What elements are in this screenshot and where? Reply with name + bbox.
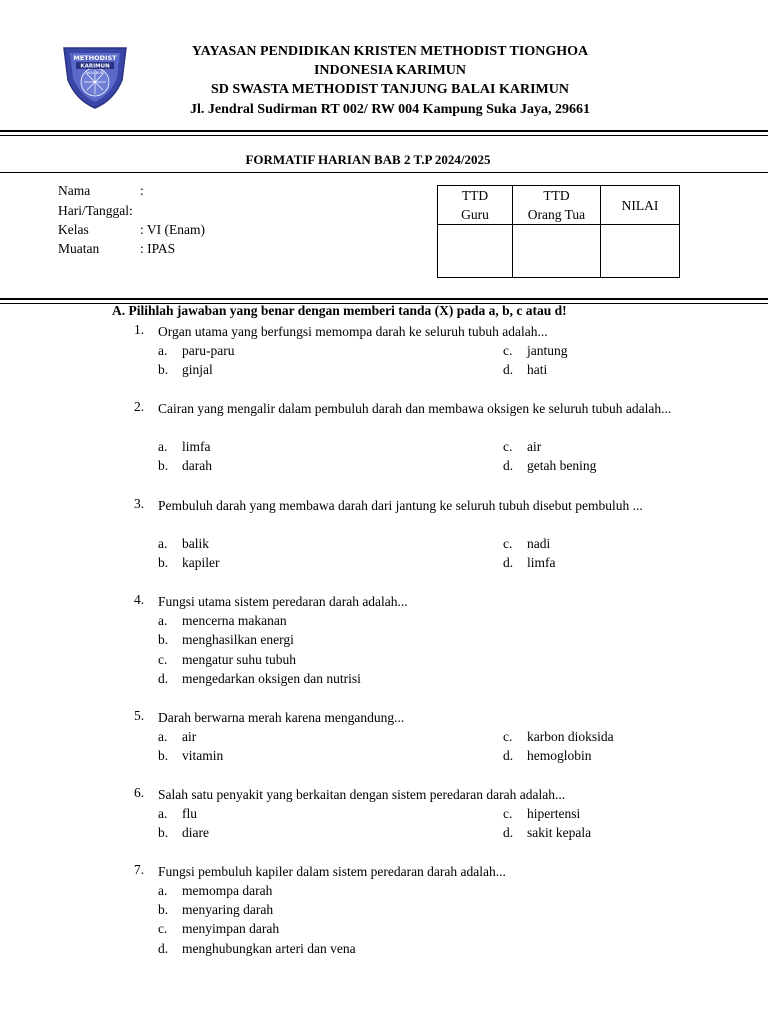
logo-text-mid: KARIMUN (80, 63, 110, 70)
question-number: 1. (134, 322, 145, 337)
option-b[interactable]: b. menghasilkan energi (158, 632, 294, 647)
identity-value-subject: : IPAS (140, 241, 176, 256)
ttd-parent-line1: TTD (543, 188, 570, 203)
option-c[interactable]: c. mengatur suhu tubuh (158, 652, 296, 667)
ttd-parent-header (513, 186, 601, 225)
identity-value-class: : VI (Enam) (140, 222, 205, 237)
ttd-parent-cell[interactable] (513, 225, 601, 278)
identity-label-class: Kelas (58, 222, 89, 237)
question-number: 4. (134, 592, 145, 607)
title-divider (0, 172, 768, 173)
option-b[interactable]: b. darah (158, 458, 212, 473)
option-c[interactable]: c. air (503, 439, 542, 454)
question-number: 6. (134, 785, 145, 800)
option-a[interactable]: a. air (158, 729, 197, 744)
header-divider (0, 130, 768, 132)
question-text: Cairan yang mengalir dalam pembuluh darah dan membawa oksigen ke seluruh tubuh adalah... (158, 401, 672, 416)
ttd-teacher-line1: TTD (461, 188, 489, 203)
header-divider-thin (0, 135, 768, 136)
identity-value-name: : (140, 183, 144, 198)
header-address: Jl. Jendral Sudirman RT 002/ RW 004 Kampung Suka Jaya, 29661 (190, 102, 590, 117)
option-b[interactable]: b. menyaring darah (158, 902, 274, 917)
option-c[interactable]: c. jantung (503, 343, 568, 358)
option-a[interactable]: a. limfa (158, 439, 211, 454)
option-d[interactable]: d. sakit kepala (503, 825, 592, 840)
question-number: 2. (134, 399, 145, 414)
option-b[interactable]: b. vitamin (158, 748, 224, 763)
option-a[interactable]: a. memompa darah (158, 883, 273, 898)
identity-label-date: Hari/Tanggal: (58, 203, 133, 218)
option-c[interactable]: c. karbon dioksida (503, 729, 614, 744)
header-foundation-name: YAYASAN PENDIDIKAN KRISTEN METHODIST TIONGHOA (191, 44, 589, 59)
option-b[interactable]: b. kapiler (158, 555, 220, 570)
header-foundation-region: INDONESIA KARIMUN (313, 63, 467, 78)
page-title: FORMATIF HARIAN BAB 2 T.P 2024/2025 (245, 152, 491, 167)
question-text: Pembuluh darah yang membawa darah dari jantung ke seluruh tubuh disebut pembuluh ... (158, 498, 643, 513)
grade-cell[interactable] (601, 225, 680, 278)
logo-text-small: AKAL BUDI (85, 71, 105, 75)
identity-divider (0, 298, 768, 300)
header-school-name: SD SWASTA METHODIST TANJUNG BALAI KARIMUN (211, 82, 569, 97)
ttd-teacher-header (438, 186, 513, 225)
identity-label-subject: Muatan (58, 241, 100, 256)
grade-header: NILAI (601, 186, 680, 225)
option-d[interactable]: d. limfa (503, 555, 556, 570)
option-d[interactable]: d. hati (503, 362, 548, 377)
option-a[interactable]: a. mencerna makanan (158, 613, 287, 628)
option-a[interactable]: a. flu (158, 806, 197, 821)
option-d[interactable]: d. menghubungkan arteri dan vena (158, 941, 356, 956)
identity-label-name: Nama (58, 183, 91, 198)
option-b[interactable]: b. diare (158, 825, 209, 840)
question-text: Fungsi utama sistem peredaran darah adalah... (158, 594, 408, 609)
question-number: 7. (134, 862, 145, 877)
question-text: Organ utama yang berfungsi memompa darah ke seluruh tubuh adalah... (158, 324, 548, 339)
ttd-parent-line2: Orang Tua (527, 207, 586, 222)
option-d[interactable]: d. hemoglobin (503, 748, 592, 763)
section-a-instruction: A. Pilihlah jawaban yang benar dengan memberi tanda (X) pada a, b, c atau d! (112, 303, 567, 318)
option-a[interactable]: a. paru-paru (158, 343, 235, 358)
option-d[interactable]: d. getah bening (503, 458, 597, 473)
question-text: Fungsi pembuluh kapiler dalam sistem peredaran darah adalah... (158, 864, 506, 879)
option-a[interactable]: a. balik (158, 536, 209, 551)
logo-text-top: METHODIST (73, 54, 117, 62)
option-b[interactable]: b. ginjal (158, 362, 213, 377)
option-c[interactable]: c. menyimpan darah (158, 921, 280, 936)
question-text: Salah satu penyakit yang berkaitan dengan sistem peredaran darah adalah... (158, 787, 566, 802)
school-logo (62, 44, 128, 110)
signature-table (437, 185, 680, 278)
ttd-teacher-line2: Guru (461, 207, 489, 222)
question-number: 5. (134, 708, 145, 723)
option-c[interactable]: c. hipertensi (503, 806, 581, 821)
question-text: Darah berwarna merah karena mengandung... (158, 710, 405, 725)
ttd-teacher-cell[interactable] (438, 225, 513, 278)
option-d[interactable]: d. mengedarkan oksigen dan nutrisi (158, 671, 361, 686)
option-c[interactable]: c. nadi (503, 536, 551, 551)
question-number: 3. (134, 496, 145, 511)
